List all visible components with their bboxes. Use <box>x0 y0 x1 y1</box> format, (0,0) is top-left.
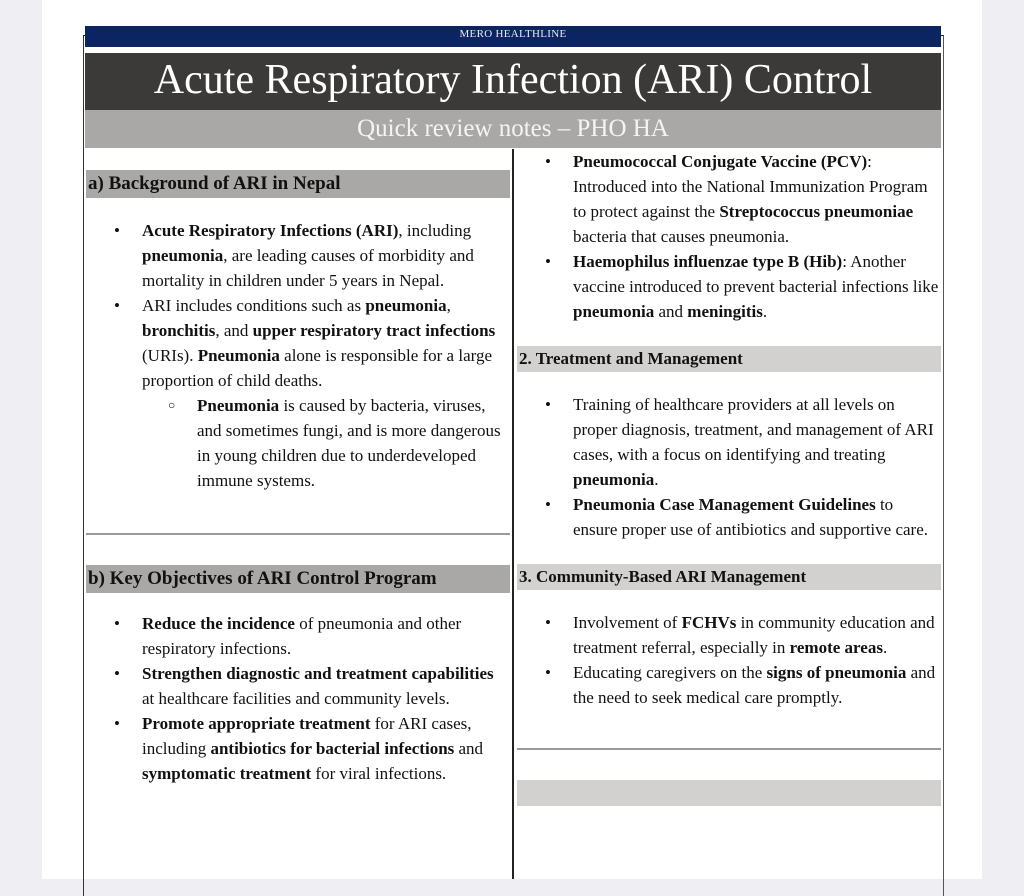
bold-text: Haemophilus influenzae type B (Hib) <box>573 252 843 271</box>
list-item <box>517 392 941 492</box>
brand-banner: MERO HEALTHLINE <box>85 26 941 47</box>
column-divider <box>512 149 514 879</box>
bold-text: antibiotics for bacterial infections <box>210 739 455 758</box>
bold-text: symptomatic treatment <box>142 764 312 783</box>
document-subtitle: Quick review notes – PHO HA <box>85 110 941 148</box>
section-heading-community: 3. Community-Based ARI Management <box>517 564 941 590</box>
text: Educating caregivers on the <box>573 663 767 682</box>
section-heading-objectives: b) Key Objectives of ARI Control Program <box>86 565 510 593</box>
treatment-list <box>517 392 941 542</box>
list-item <box>86 661 510 711</box>
bold-text: Promote appropriate treatment <box>142 714 371 733</box>
list-item <box>517 492 941 542</box>
text: at healthcare facilities and community levels. <box>142 689 450 708</box>
bold-text: Pneumonia Case Management Guidelines <box>573 495 876 514</box>
section-heading-background: a) Background of ARI in Nepal <box>86 170 510 198</box>
text: of pneumonia and other respiratory infections. <box>142 614 462 658</box>
text: (URIs). <box>142 346 198 365</box>
list-item <box>86 711 510 786</box>
text: . <box>882 638 888 657</box>
bold-text: FCHVs <box>681 613 737 632</box>
bold-text: pneumonia <box>573 470 655 489</box>
text: . <box>762 302 768 321</box>
text: , and <box>215 321 253 340</box>
bold-text: bronchitis <box>142 321 216 340</box>
list-item <box>86 293 510 393</box>
bold-text: Strengthen diagnostic and treatment capabilities <box>142 664 494 683</box>
text: bacteria that causes pneumonia. <box>573 227 790 246</box>
vaccines-list <box>517 149 941 324</box>
bold-text: upper respiratory tract infections <box>252 321 496 340</box>
bold-text: pneumonia <box>365 296 447 315</box>
text: , <box>446 296 451 315</box>
bold-text: meningitis <box>687 302 763 321</box>
text: ARI includes conditions such as <box>142 296 366 315</box>
bold-text: signs of pneumonia <box>766 663 907 682</box>
text: , are leading causes of morbidity and mortality in children under 5 years in Nepal. <box>142 246 474 290</box>
bold-text: Acute Respiratory Infections (ARI) <box>142 221 399 240</box>
text: to ensure proper use of antibiotics and supportive care. <box>573 495 928 539</box>
bold-text: Pneumonia <box>197 346 280 365</box>
bold-text: Streptococcus pneumoniae <box>719 202 914 221</box>
left-column <box>86 149 510 786</box>
text: and <box>454 739 484 758</box>
text: , including <box>398 221 472 240</box>
list-item <box>86 611 510 661</box>
bold-text: remote areas <box>789 638 883 657</box>
text: Training of healthcare providers at all levels on proper diagnosis, treatment, and management of ARI cases, with a focus on identifying and treating <box>573 395 934 464</box>
text: Involvement of <box>573 613 682 632</box>
text: . <box>654 470 659 489</box>
list-item <box>517 249 941 324</box>
right-column <box>517 149 941 806</box>
text: for ARI cases, including <box>142 714 472 758</box>
background-list <box>86 218 510 493</box>
bold-text: pneumonia <box>573 302 655 321</box>
bold-text: Pneumonia <box>197 396 280 415</box>
text: in community education and treatment referral, especially in <box>573 613 935 657</box>
objectives-list <box>86 611 510 786</box>
bold-text: Pneumococcal Conjugate Vaccine (PCV) <box>573 152 868 171</box>
text: alone is responsible for a large proportion of child deaths. <box>142 346 493 390</box>
list-item <box>517 149 941 249</box>
document-title: Acute Respiratory Infection (ARI) Control <box>85 53 941 110</box>
sub-list-item <box>86 393 510 493</box>
list-item <box>517 660 941 710</box>
text: : Another vaccine introduced to prevent bacterial infections like <box>573 252 939 296</box>
text: and the need to seek medical care promptly. <box>573 663 936 707</box>
community-list <box>517 610 941 710</box>
bold-text: pneumonia <box>142 246 224 265</box>
text: and <box>654 302 688 321</box>
text: for viral infections. <box>311 764 447 783</box>
text: is caused by bacteria, viruses, and sometimes fungi, and is more dangerous in young children due to underdeveloped immune systems. <box>197 396 501 490</box>
section-heading-next-cutoff <box>517 780 941 806</box>
bold-text: Reduce the incidence <box>142 614 295 633</box>
section-heading-treatment: 2. Treatment and Management <box>517 346 941 372</box>
list-item <box>86 218 510 293</box>
list-item <box>517 610 941 660</box>
text: : Introduced into the National Immunization Program to protect against the <box>573 152 928 221</box>
